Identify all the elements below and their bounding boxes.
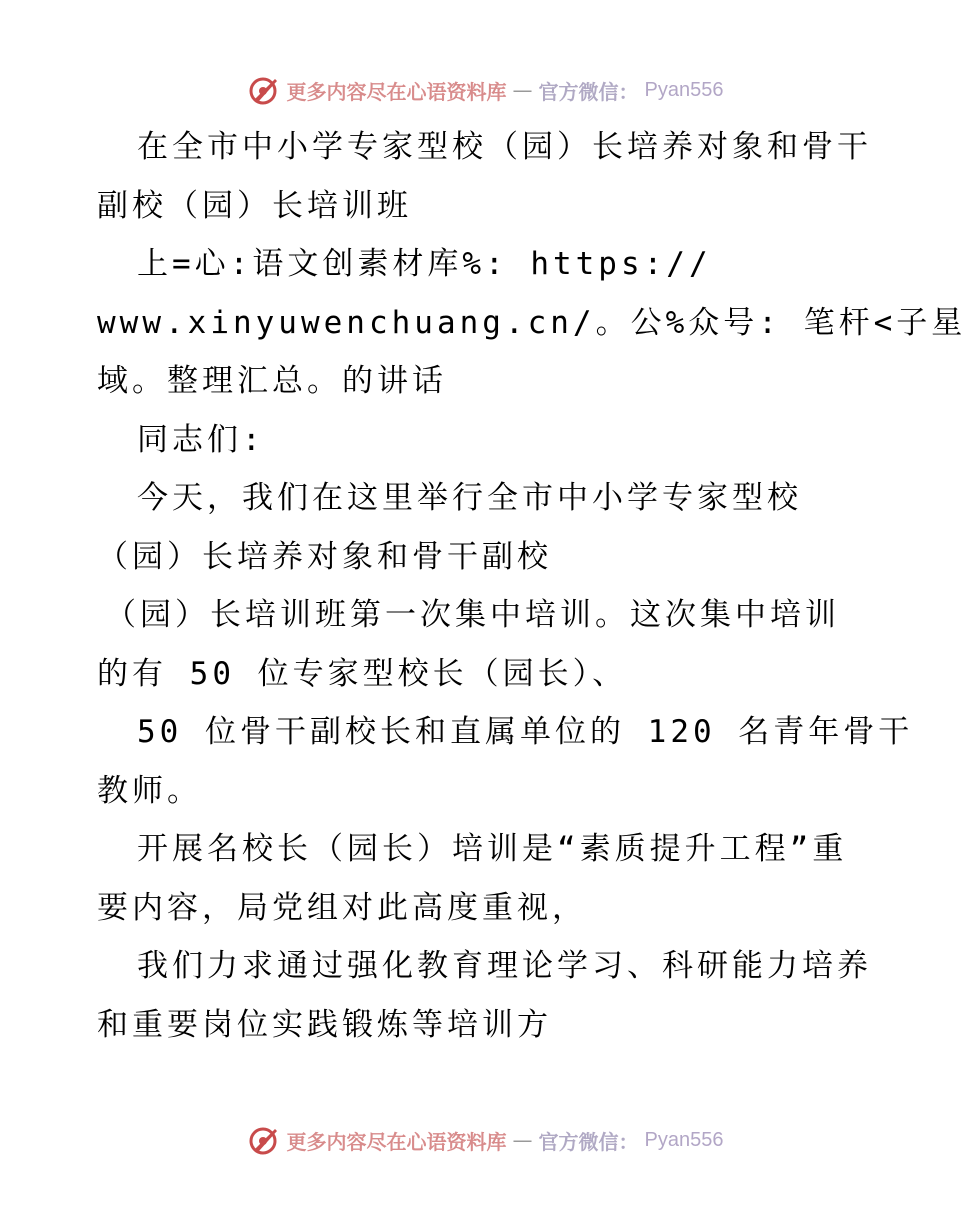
watermark-dash: — xyxy=(512,1128,533,1152)
body-line: 开展名校长（园长）培训是“素质提升工程”重 xyxy=(137,831,848,867)
body-line: 同志们: xyxy=(137,421,265,458)
quill-logo-icon xyxy=(247,1123,281,1157)
watermark-wechat-label: 官方微信： xyxy=(538,1129,639,1154)
watermark-dash: — xyxy=(512,78,533,102)
body-line: 在全市中小学专家型校（园）长培养对象和骨干 xyxy=(137,129,872,165)
body-line: 的有 50 位专家型校长（园长）、 xyxy=(97,655,628,692)
watermark-wechat-id: Pyan556 xyxy=(644,1128,724,1151)
header-watermark xyxy=(0,70,950,110)
document-body xyxy=(97,118,966,1054)
body-line: （园）长培训班第一次集中培训。这次集中培训 xyxy=(105,597,840,633)
body-line: （园）长培养对象和骨干副校 xyxy=(97,538,552,575)
watermark-group xyxy=(247,73,724,107)
body-line: 今天，我们在这里举行全市中小学专家型校 xyxy=(137,480,802,516)
body-line: 要内容，局党组对此高度重视， xyxy=(97,889,587,926)
body-line: www.xinyuwenchuang.cn/。公%众号: 笔杆<子星 xyxy=(97,304,966,341)
body-line: 和重要岗位实践锻炼等培训方 xyxy=(97,1006,552,1043)
footer-watermark xyxy=(0,1120,950,1160)
watermark-text: 更多内容尽在心语资料库 xyxy=(286,1129,507,1154)
body-line: 上=心:语文创素材库%: https:// xyxy=(137,246,712,282)
body-line: 50 位骨干副校长和直属单位的 120 名青年骨干 xyxy=(137,714,914,750)
body-line: 域。整理汇总。的讲话 xyxy=(97,363,447,399)
body-line: 教师。 xyxy=(97,772,202,809)
quill-logo-icon xyxy=(247,73,281,107)
watermark-text: 更多内容尽在心语资料库 xyxy=(286,79,507,104)
watermark-group xyxy=(247,1123,724,1157)
watermark-wechat-id: Pyan556 xyxy=(644,78,724,101)
body-line: 我们力求通过强化教育理论学习、科研能力培养 xyxy=(137,948,872,984)
body-line: 副校（园）长培训班 xyxy=(97,187,412,224)
watermark-wechat-label: 官方微信： xyxy=(538,79,639,104)
